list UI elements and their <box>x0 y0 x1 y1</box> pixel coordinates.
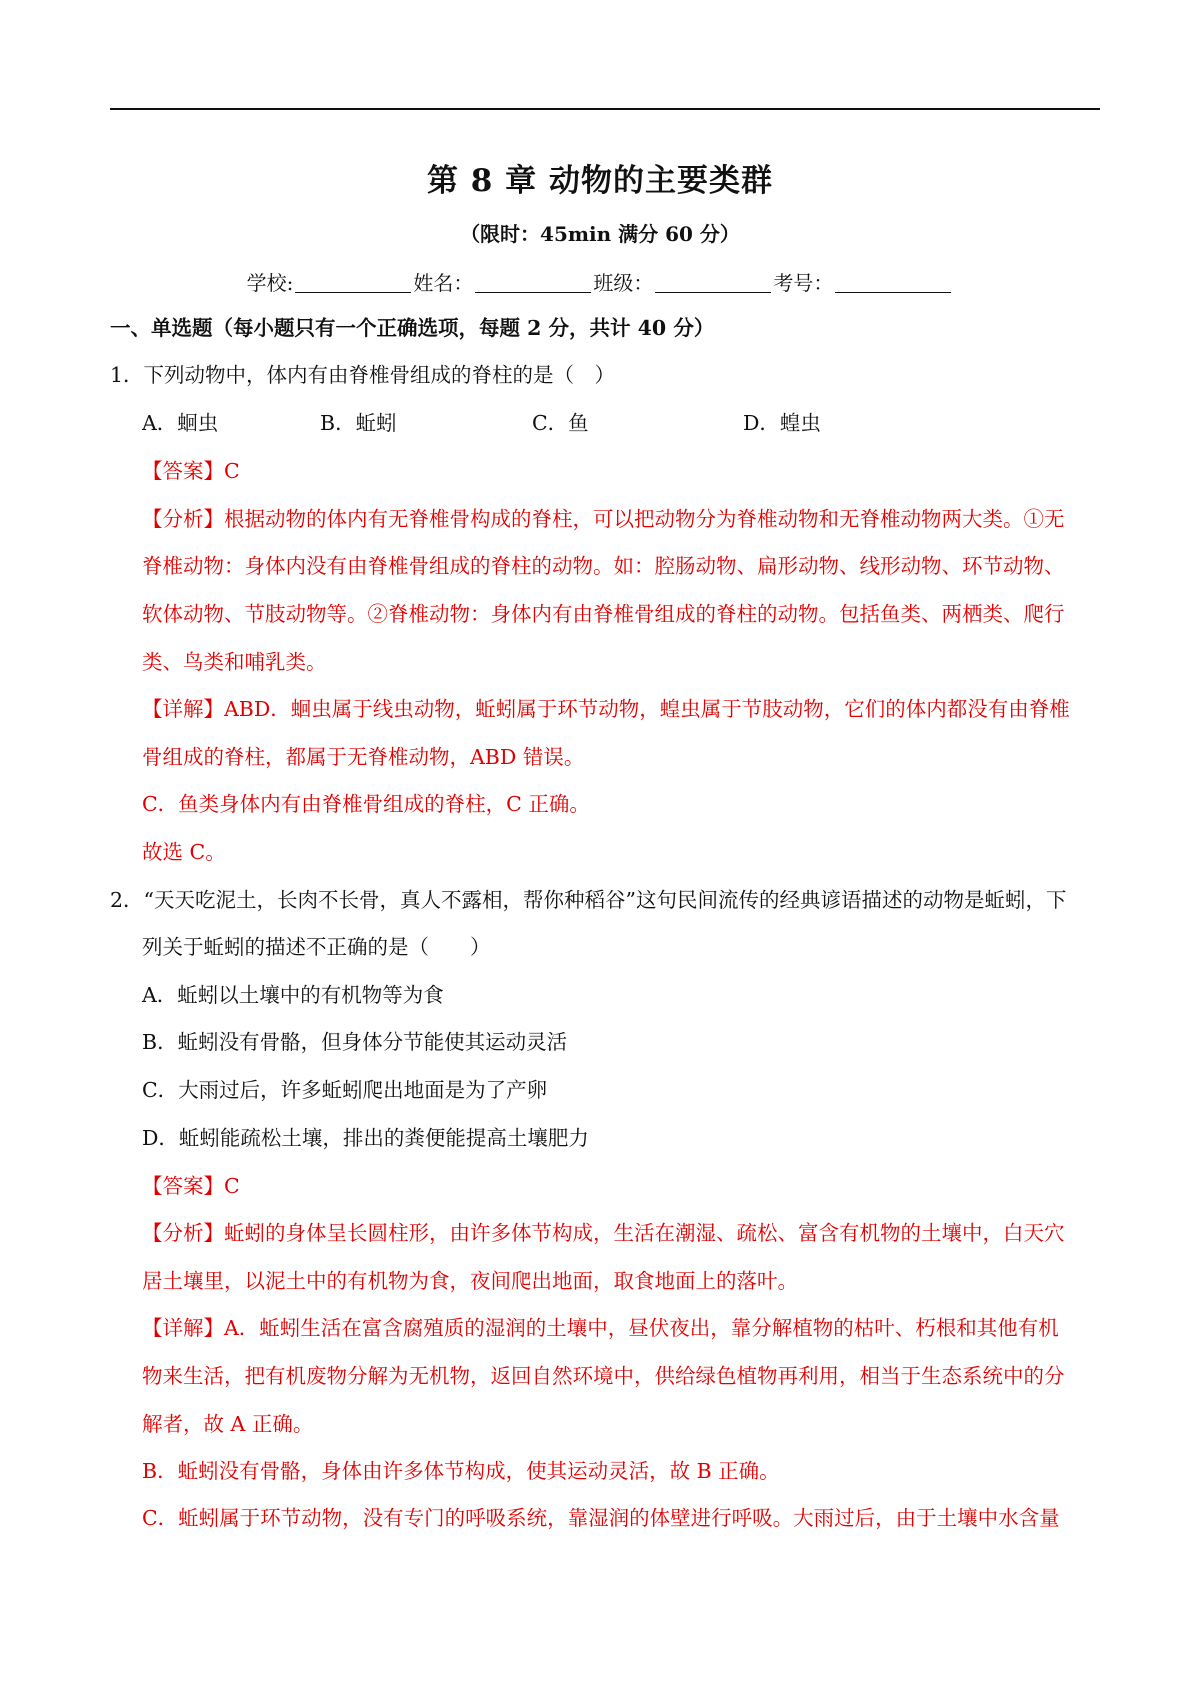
q1-option-c: C．鱼 <box>532 411 589 435</box>
q2-option-d: D．蚯蚓能疏松土壤，排出的粪便能提高土壤肥力 <box>142 1126 589 1150</box>
q1-analysis-line: 脊椎动物：身体内没有由脊椎骨组成的脊柱的动物。如：腔肠动物、扁形动物、线形动物、环节动物、 <box>142 554 1065 578</box>
q2-option-b: B．蚯蚓没有骨骼，但身体分节能使其运动灵活 <box>142 1030 568 1054</box>
page-subtitle: （限时：45min 满分 60 分） <box>460 222 740 246</box>
q2-detail-line: 【详解】A．蚯蚓生活在富含腐殖质的湿润的土壤中，昼伏夜出，靠分解植物的枯叶、朽根和其他有机 <box>142 1316 1059 1340</box>
q1-option-d: D．蝗虫 <box>743 411 821 435</box>
q1-analysis-line: 【分析】根据动物的体内有无脊椎骨构成的脊柱，可以把动物分为脊椎动物和无脊椎动物两大类。①无 <box>142 507 1065 531</box>
q1-analysis-line: 类、鸟类和哺乳类。 <box>142 650 327 674</box>
q1-option-b: B．蚯蚓 <box>320 411 397 435</box>
class-blank[interactable] <box>655 272 771 293</box>
q2-detail-line: 物来生活，把有机废物分解为无机物，返回自然环境中，供给绿色植物再利用，相当于生态系统中的分 <box>142 1364 1065 1388</box>
header-rule <box>110 108 1100 110</box>
student-info-line <box>0 267 1200 296</box>
name-label: 姓名： <box>413 271 474 295</box>
school-label: 学校: <box>246 271 294 295</box>
q1-option-a: A．蛔虫 <box>142 411 219 435</box>
q2-option-c: C．大雨过后，许多蚯蚓爬出地面是为了产卵 <box>142 1078 548 1102</box>
name-blank[interactable] <box>475 272 591 293</box>
q2-analysis-line: 【分析】蚯蚓的身体呈长圆柱形，由许多体节构成，生活在潮湿、疏松、富含有机物的土壤中，白天穴 <box>142 1221 1065 1245</box>
page-title: 第 8 章 动物的主要类群 <box>427 163 773 199</box>
q1-detail-line: 【详解】ABD．蛔虫属于线虫动物，蚯蚓属于环节动物，蝗虫属于节肢动物，它们的体内都没有由脊椎 <box>142 697 1070 721</box>
id-blank[interactable] <box>835 272 951 293</box>
q2-detail-line: B．蚯蚓没有骨骼，身体由许多体节构成，使其运动灵活，故 B 正确。 <box>142 1459 780 1483</box>
q2-analysis-line: 居土壤里，以泥土中的有机物为食，夜间爬出地面，取食地面上的落叶。 <box>142 1269 798 1293</box>
section-heading: 一、单选题（每小题只有一个正确选项，每题 2 分，共计 40 分） <box>110 316 715 340</box>
q2-stem-line: 列关于蚯蚓的描述不正确的是（ ） <box>142 935 491 959</box>
school-blank[interactable] <box>295 272 411 293</box>
q2-detail-line: 解者，故 A 正确。 <box>142 1412 314 1436</box>
q2-stem-line: 2．“天天吃泥土，长肉不长骨，真人不露相，帮你种稻谷”这句民间流传的经典谚语描述的动物是蚯蚓，下 <box>110 888 1067 912</box>
q2-answer: 【答案】C <box>142 1174 240 1198</box>
q1-answer: 【答案】C <box>142 459 240 483</box>
q1-analysis-line: 软体动物、节肢动物等。②脊椎动物：身体内有由脊椎骨组成的脊柱的动物。包括鱼类、两栖类、爬行 <box>142 602 1065 626</box>
q1-stem: 1．下列动物中，体内有由脊椎骨组成的脊柱的是（ ） <box>110 363 616 387</box>
class-label: 班级： <box>593 271 654 295</box>
q2-detail-line: C．蚯蚓属于环节动物，没有专门的呼吸系统，靠湿润的体壁进行呼吸。大雨过后，由于土壤中水含量 <box>142 1506 1060 1530</box>
q1-detail-line: 故选 C。 <box>142 840 226 864</box>
q2-option-a: A．蚯蚓以土壤中的有机物等为食 <box>142 983 444 1007</box>
q1-detail-line: C．鱼类身体内有由脊椎骨组成的脊柱，C 正确。 <box>142 792 590 816</box>
q1-detail-line: 骨组成的脊柱，都属于无脊椎动物，ABD 错误。 <box>142 745 585 769</box>
id-label: 考号： <box>773 271 834 295</box>
